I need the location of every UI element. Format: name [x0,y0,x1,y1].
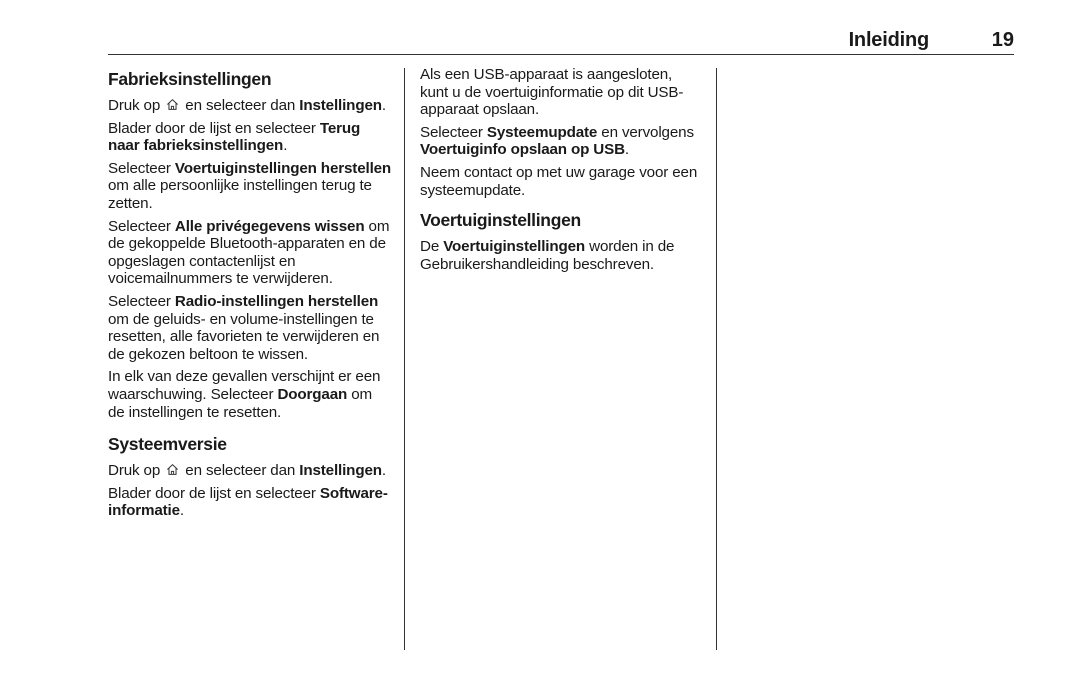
paragraph: In elk van deze gevallen verschijnt er een waarschuwing. Selecteer Doorgaan om de instellingen te resetten. [108,368,381,421]
paragraph: Selecteer Systeemupdate en vervolgens Voertuiginfo opslaan op USB. [420,123,694,159]
column-divider-1 [404,68,405,650]
paragraph: Blader door de lijst en selecteer Software-informatie. [108,484,388,520]
home-icon [166,463,179,476]
paragraph: De Voertuiginstellingen worden in de Gebruikershandleiding beschreven. [420,238,675,273]
column-1 [108,66,392,525]
paragraph: Blader door de lijst en selecteer Terug naar fabrieksinstellingen. [108,119,361,155]
paragraph: Druk op en selecteer dan Instellingen. [108,462,386,480]
paragraph: Druk op en selecteer dan Instellingen. [108,97,386,114]
page-number: 19 [991,29,1014,51]
heading-voertuiginstellingen: Voertuiginstellingen [420,210,581,231]
heading-systeemversie: Systeemversie [108,434,227,455]
heading-fabrieksinstellingen: Fabrieksinstellingen [108,69,272,89]
paragraph: Selecteer Alle privégegevens wissen om de gekoppelde Bluetooth-apparaten en de opgeslagen contactenlijst en voicemailnummers te verwijderen. [108,217,390,288]
home-icon [166,98,179,111]
column-divider-2 [716,68,717,650]
chapter-title: Inleiding [848,29,929,51]
page-header [108,28,1014,55]
paragraph: Selecteer Voertuiginstellingen herstellen om alle persoonlijke instellingen terug te zetten. [108,159,392,212]
paragraph: Als een USB-apparaat is aangesloten, kunt u de voertuiginformatie op dit USB-apparaat opslaan. [420,66,684,119]
paragraph: Selecteer Radio-instellingen herstellen om de geluids- en volume-instellingen te resetten, alle favorieten te verwijderen en de gekozen beltoon te wissen. [108,292,380,363]
paragraph: Neem contact op met uw garage voor een systeemupdate. [420,163,698,199]
column-2 [420,66,704,278]
